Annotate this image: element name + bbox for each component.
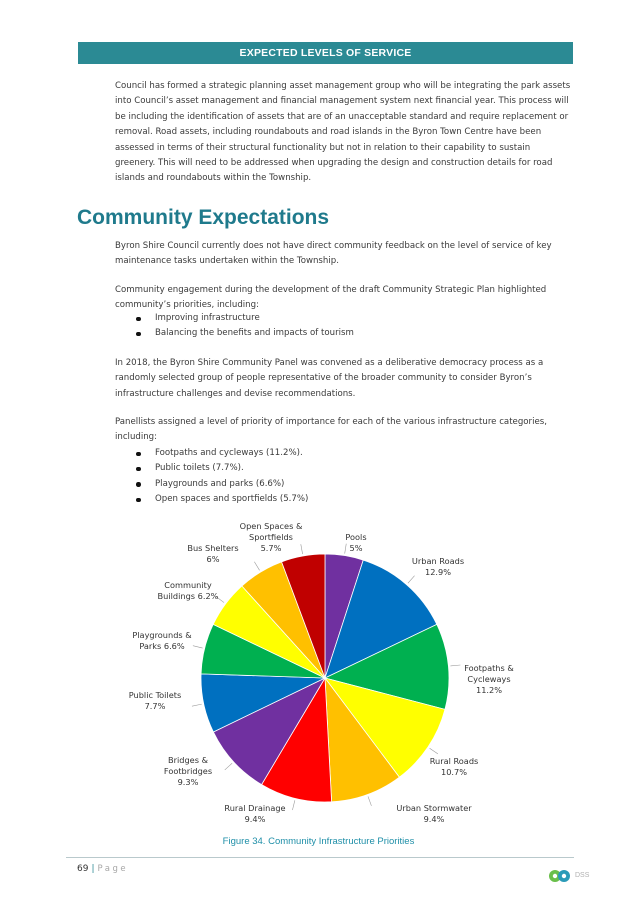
slice-label: Community Buildings 6.2% [157, 580, 219, 601]
paragraph-community-panel: In 2018, the Byron Shire Community Panel was convened as a deliberative democracy process as a randomly selected group of people representative of the broader community to consider Byron’s infrastructure challenges and devise recommendations. [115, 358, 544, 399]
paragraph-feedback: Byron Shire Council currently does not have direct community feedback on the level of service of key maintenance tasks undertaken within the Township. [115, 241, 552, 267]
list-item: Public toilets (7.7%). [115, 461, 308, 476]
slice-label: Pools 5% [345, 532, 367, 553]
dss-logo-icon [548, 869, 572, 883]
leader-line [292, 800, 294, 810]
list-item: Open spaces and sportfields (5.7%) [115, 492, 308, 507]
leader-line [192, 704, 202, 706]
list-item: Balancing the benefits and impacts of tourism [115, 326, 354, 341]
slice-label: Urban Stormwater 9.4% [396, 803, 472, 824]
page-footer [77, 864, 128, 874]
leader-line [450, 665, 460, 666]
slice-label: Footpaths & Cycleways 11.2% [464, 663, 514, 695]
leader-line [193, 646, 203, 648]
slice-label: Public Toilets 7.7% [128, 690, 182, 711]
slice-label: Urban Roads 12.9% [411, 556, 465, 577]
leader-line [345, 544, 347, 554]
page-separator: | [91, 864, 95, 874]
paragraph-engagement: Community engagement during the development of the draft Community Strategic Plan highlighted community’s priorities, including: [115, 285, 547, 311]
pie-chart [0, 515, 637, 830]
slice-label: Playgrounds & Parks 6.6% [132, 630, 192, 651]
leader-line [430, 748, 438, 754]
slice-label: Bridges & Footbridges 9.3% [163, 755, 213, 787]
list-item: Playgrounds and parks (6.6%) [115, 477, 308, 492]
infrastructure-categories-list [115, 446, 308, 508]
leader-line [408, 576, 415, 584]
list-item: Footpaths and cycleways (11.2%). [115, 446, 308, 461]
figure-caption: Figure 34. Community Infrastructure Priorities [222, 836, 415, 847]
slice-label: Bus Shelters 6% [187, 543, 239, 564]
list-item: Improving infrastructure [115, 311, 354, 326]
slice-label: Rural Roads 10.7% [429, 756, 479, 777]
leader-line [225, 763, 232, 770]
page-word: Page [97, 864, 129, 874]
leader-line [368, 796, 371, 805]
section-header-band: EXPECTED LEVELS OF SERVICE [78, 42, 573, 64]
leader-line [301, 544, 303, 554]
paragraph-panellists: Panellists assigned a level of priority of importance for each of the various infrastructure categories, including: [115, 417, 547, 443]
section-title: Community Expectations [77, 206, 330, 229]
slice-label: Open Spaces & Sportfields 5.7% [239, 521, 303, 553]
slice-label: Rural Drainage 9.4% [224, 803, 286, 824]
logo-text: DSS [575, 872, 590, 879]
priorities-list [115, 311, 354, 342]
leader-line [254, 562, 259, 571]
page-number: 69 [77, 864, 89, 874]
footer-divider [66, 857, 574, 858]
intro-paragraph: Council has formed a strategic planning asset management group who will be integrating the park assets into Council’s asset management and financial management system next financial year. This process will be including the identification of assets that are of an unacceptable standard and require replacement or removal. Road assets, including roundabouts and road islands in the Byron Town Centre have been assessed in terms of their structural functionality but not in relation to their capability to sustain greenery. This will need to be addressed when upgrading the design and construction details for road islands and roundabouts within the Township. [115, 81, 571, 184]
